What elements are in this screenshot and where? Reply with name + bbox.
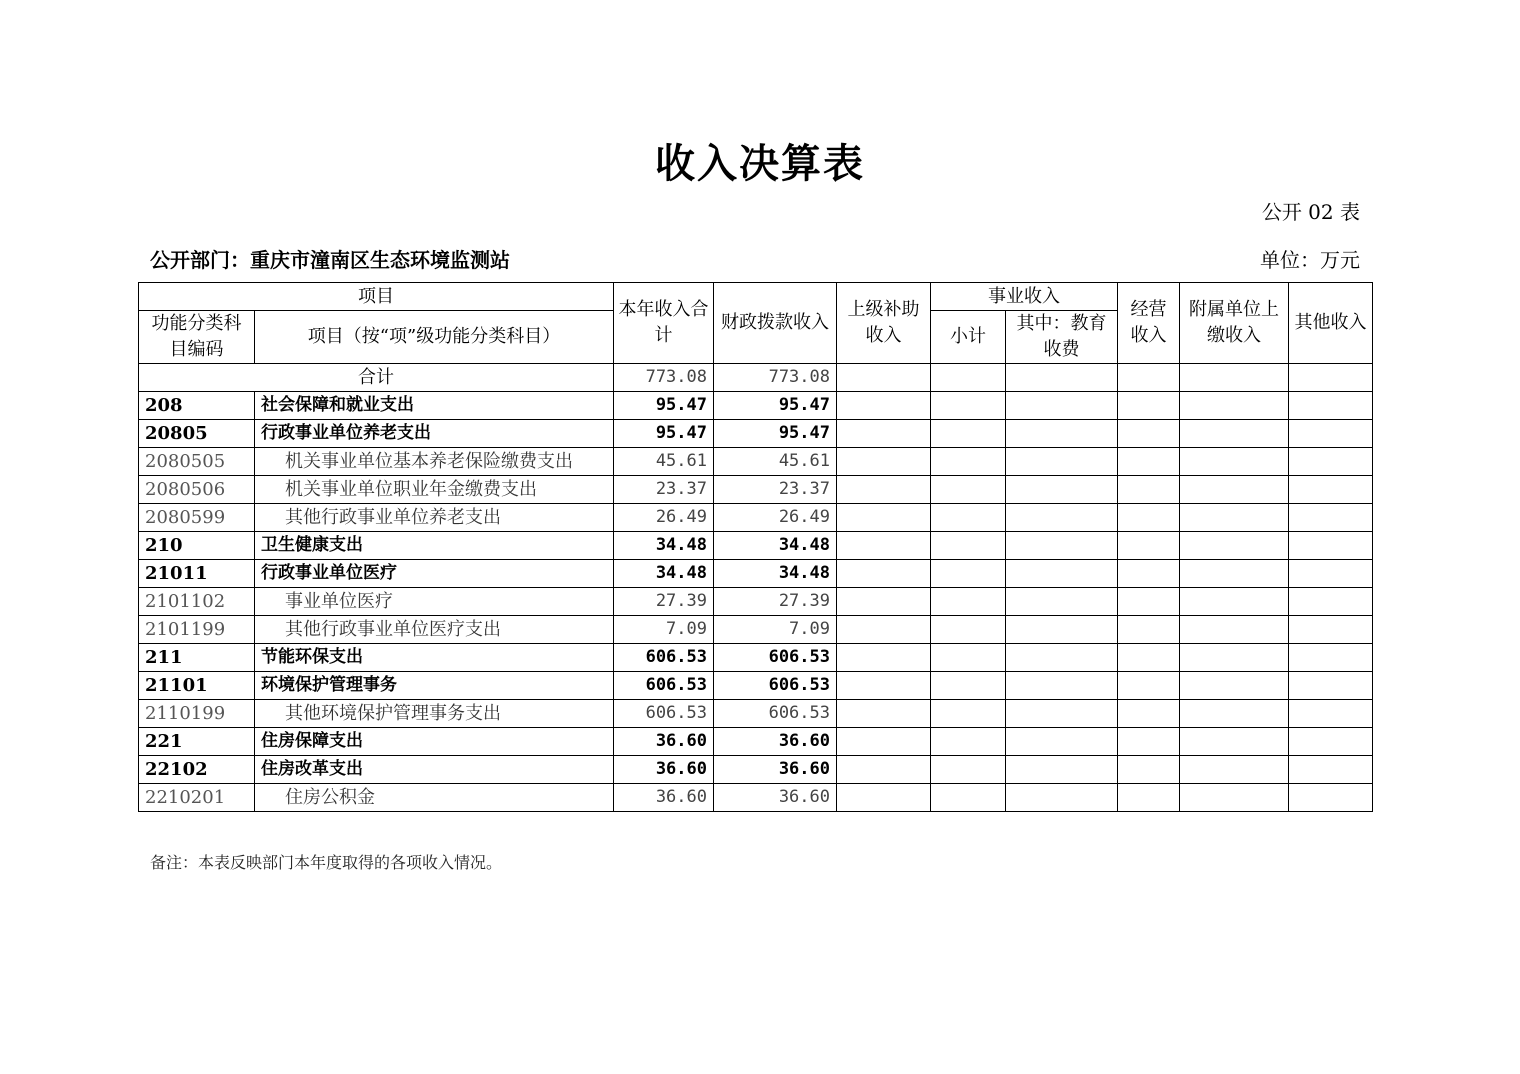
header-total-income: 本年收入合计 [614,283,714,364]
empty-cell [1006,392,1118,420]
empty-cell [1006,364,1118,392]
subject-code: 2101102 [139,588,255,616]
empty-cell [1006,504,1118,532]
table-row [139,756,1373,784]
footnote: 备注：本表反映部门本年度取得的各项收入情况。 [150,853,503,872]
total-income-value: 34.48 [614,560,714,588]
empty-cell [931,784,1006,812]
table-row [139,476,1373,504]
subject-name: 其他行政事业单位医疗支出 [255,616,614,644]
subject-name: 社会保障和就业支出 [255,392,614,420]
subject-code: 21101 [139,672,255,700]
subject-code: 2101199 [139,616,255,644]
empty-cell [931,532,1006,560]
empty-cell [931,504,1006,532]
total-income-value: 36.60 [614,756,714,784]
empty-cell [931,476,1006,504]
header-superior: 上级补助收入 [837,283,931,364]
empty-cell [837,364,931,392]
total-income-value: 606.53 [614,644,714,672]
empty-cell [837,420,931,448]
fiscal-value: 36.60 [714,756,837,784]
empty-cell [1180,392,1289,420]
header-career-group: 事业收入 [931,283,1118,311]
fiscal-value: 26.49 [714,504,837,532]
subject-code: 2110199 [139,700,255,728]
table-row [139,532,1373,560]
empty-cell [1118,392,1180,420]
empty-cell [1118,560,1180,588]
empty-cell [1006,476,1118,504]
unit-label: 单位：万元 [1260,248,1360,272]
table-row [139,392,1373,420]
empty-cell [1118,504,1180,532]
fiscal-value: 95.47 [714,392,837,420]
subject-code: 20805 [139,420,255,448]
empty-cell [1118,476,1180,504]
table-row [139,504,1373,532]
empty-cell [1180,756,1289,784]
subject-code: 210 [139,532,255,560]
table-body [139,364,1373,812]
total-income-value: 95.47 [614,420,714,448]
header-code: 功能分类科目编码 [139,311,255,364]
subject-code: 208 [139,392,255,420]
empty-cell [1006,672,1118,700]
empty-cell [1006,616,1118,644]
empty-cell [1289,616,1373,644]
empty-cell [1289,532,1373,560]
fiscal-value: 606.53 [714,700,837,728]
empty-cell [1118,644,1180,672]
empty-cell [1289,504,1373,532]
empty-cell [1006,728,1118,756]
empty-cell [1118,588,1180,616]
empty-cell [1180,616,1289,644]
empty-cell [1006,532,1118,560]
total-income-value: 606.53 [614,700,714,728]
total-fiscal-value: 773.08 [714,364,837,392]
empty-cell [1289,392,1373,420]
empty-cell [1006,588,1118,616]
subject-code: 22102 [139,756,255,784]
table-row [139,644,1373,672]
empty-cell [1180,700,1289,728]
empty-cell [837,476,931,504]
subject-name: 行政事业单位养老支出 [255,420,614,448]
subject-name: 住房改革支出 [255,756,614,784]
subject-name: 其他行政事业单位养老支出 [255,504,614,532]
empty-cell [1289,476,1373,504]
empty-cell [931,588,1006,616]
subject-code: 2210201 [139,784,255,812]
empty-cell [837,392,931,420]
subject-name: 机关事业单位基本养老保险缴费支出 [255,448,614,476]
empty-cell [1289,728,1373,756]
empty-cell [1180,476,1289,504]
table-row [139,728,1373,756]
total-income-value: 34.48 [614,532,714,560]
total-income-value: 26.49 [614,504,714,532]
table-row [139,420,1373,448]
empty-cell [931,420,1006,448]
empty-cell [837,560,931,588]
empty-cell [1118,728,1180,756]
empty-cell [1289,448,1373,476]
subject-name: 机关事业单位职业年金缴费支出 [255,476,614,504]
empty-cell [1118,420,1180,448]
subject-code: 2080599 [139,504,255,532]
subject-name: 住房公积金 [255,784,614,812]
fiscal-value: 27.39 [714,588,837,616]
empty-cell [1289,644,1373,672]
empty-cell [1180,448,1289,476]
empty-cell [1006,700,1118,728]
empty-cell [931,700,1006,728]
empty-cell [1118,672,1180,700]
empty-cell [837,644,931,672]
empty-cell [1118,700,1180,728]
empty-cell [1180,560,1289,588]
empty-cell [837,784,931,812]
header-other: 其他收入 [1289,283,1373,364]
subject-name: 卫生健康支出 [255,532,614,560]
total-income-value: 773.08 [614,364,714,392]
header-career-subtotal: 小计 [931,311,1006,364]
empty-cell [1118,364,1180,392]
empty-cell [1180,504,1289,532]
empty-cell [1180,644,1289,672]
empty-cell [1289,364,1373,392]
total-income-value: 45.61 [614,448,714,476]
empty-cell [1289,560,1373,588]
empty-cell [1289,420,1373,448]
header-affiliated: 附属单位上缴收入 [1180,283,1289,364]
header-business: 经营收入 [1118,283,1180,364]
empty-cell [1180,784,1289,812]
subject-name: 行政事业单位医疗 [255,560,614,588]
empty-cell [1289,700,1373,728]
table-row [139,784,1373,812]
fiscal-value: 34.48 [714,532,837,560]
empty-cell [837,700,931,728]
empty-cell [837,504,931,532]
empty-cell [1006,448,1118,476]
empty-cell [1289,784,1373,812]
table-row [139,616,1373,644]
form-code: 公开 02 表 [1261,200,1360,224]
empty-cell [931,364,1006,392]
total-income-value: 27.39 [614,588,714,616]
fiscal-value: 45.61 [714,448,837,476]
empty-cell [1118,616,1180,644]
empty-cell [931,672,1006,700]
empty-cell [837,616,931,644]
empty-cell [931,560,1006,588]
subject-code: 21011 [139,560,255,588]
subject-code: 211 [139,644,255,672]
subject-code: 2080506 [139,476,255,504]
empty-cell [1180,532,1289,560]
subject-code: 2080505 [139,448,255,476]
total-income-value: 36.60 [614,784,714,812]
subject-name: 环境保护管理事务 [255,672,614,700]
empty-cell [1118,448,1180,476]
empty-cell [1180,672,1289,700]
fiscal-value: 34.48 [714,560,837,588]
table-row [139,560,1373,588]
empty-cell [1006,784,1118,812]
total-income-value: 23.37 [614,476,714,504]
empty-cell [931,644,1006,672]
empty-cell [1006,756,1118,784]
empty-cell [837,756,931,784]
subject-name: 住房保障支出 [255,728,614,756]
subject-name: 其他环境保护管理事务支出 [255,700,614,728]
fiscal-value: 36.60 [714,728,837,756]
total-income-value: 7.09 [614,616,714,644]
empty-cell [1289,672,1373,700]
empty-cell [1289,588,1373,616]
fiscal-value: 7.09 [714,616,837,644]
header-name: 项目（按“项”级功能分类科目） [255,311,614,364]
empty-cell [1118,784,1180,812]
empty-cell [1180,420,1289,448]
empty-cell [931,616,1006,644]
empty-cell [1006,644,1118,672]
empty-cell [1118,756,1180,784]
empty-cell [1180,728,1289,756]
empty-cell [837,448,931,476]
income-table [138,282,1373,812]
empty-cell [837,728,931,756]
total-label: 合计 [139,364,614,392]
fiscal-value: 95.47 [714,420,837,448]
header-item-group: 项目 [139,283,614,311]
fiscal-value: 36.60 [714,784,837,812]
empty-cell [1006,560,1118,588]
department-label: 公开部门：重庆市潼南区生态环境监测站 [150,248,510,272]
empty-cell [931,728,1006,756]
empty-cell [931,392,1006,420]
total-income-value: 95.47 [614,392,714,420]
table-row [139,588,1373,616]
fiscal-value: 606.53 [714,644,837,672]
empty-cell [1118,532,1180,560]
total-income-value: 36.60 [614,728,714,756]
empty-cell [1180,364,1289,392]
subject-name: 事业单位医疗 [255,588,614,616]
empty-cell [1289,756,1373,784]
empty-cell [931,756,1006,784]
header-fiscal: 财政拨款收入 [714,283,837,364]
table-row [139,700,1373,728]
total-row [139,364,1373,392]
empty-cell [837,588,931,616]
fiscal-value: 23.37 [714,476,837,504]
empty-cell [1180,588,1289,616]
subject-name: 节能环保支出 [255,644,614,672]
empty-cell [1006,420,1118,448]
empty-cell [837,672,931,700]
fiscal-value: 606.53 [714,672,837,700]
empty-cell [837,532,931,560]
table-row [139,448,1373,476]
report-title: 收入决算表 [655,140,865,187]
header-career-edu: 其中：教育收费 [1006,311,1118,364]
subject-code: 221 [139,728,255,756]
empty-cell [931,448,1006,476]
table-row [139,672,1373,700]
total-income-value: 606.53 [614,672,714,700]
